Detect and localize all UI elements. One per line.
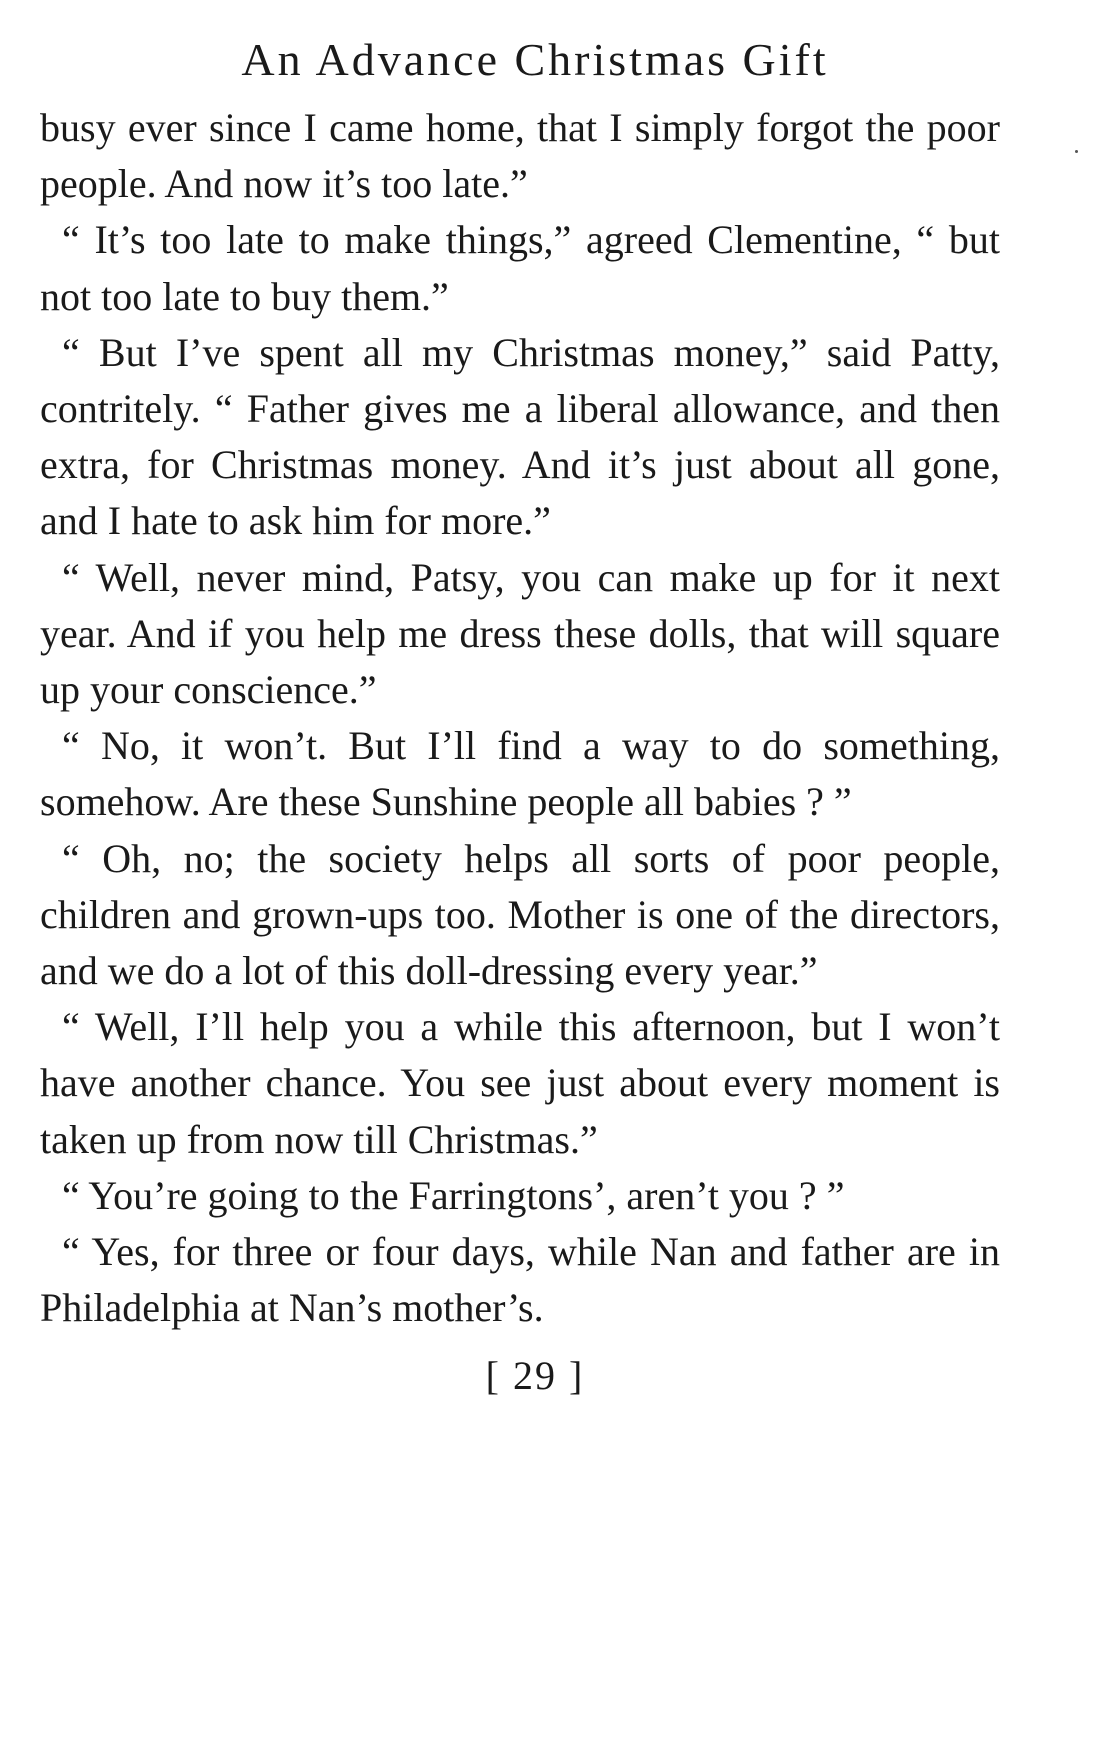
book-page — [40, 30, 1000, 1399]
ink-speck — [1075, 150, 1078, 153]
page-number: [ 29 ] — [485, 1353, 585, 1399]
paragraph: busy ever since I came home, that I simply forgot the poor people. And now it’s too late.” — [40, 105, 1000, 207]
paragraph: “ But I’ve spent all my Christmas money,” said Patty, contritely. “ Father gives me a liberal allowance, and then extra, for Christmas money. And it’s just about all gone, and I hate to ask him for more.” — [40, 329, 1000, 544]
paragraph: “ Oh, no; the society helps all sorts of poor people, children and grown-ups too. Mother is one of the directors, and we do a lot of this doll-dressing every year.” — [40, 835, 1000, 994]
paragraph: “ No, it won’t. But I’ll find a way to do something, somehow. Are these Sunshine people all babies ? ” — [40, 723, 1000, 825]
paragraph: “ Well, never mind, Patsy, you can make up for it next year. And if you help me dress these dolls, that will square up your conscience.” — [40, 554, 1000, 713]
paragraph: “ It’s too late to make things,” agreed Clementine, “ but not too late to buy them.” — [40, 217, 1000, 319]
paragraph: “ Yes, for three or four days, while Nan and father are in Philadelphia at Nan’s mother’s. — [40, 1229, 1000, 1331]
paragraph: “ Well, I’ll help you a while this afternoon, but I won’t have another chance. You see just about every moment is taken up from now till Christmas.” — [40, 1004, 1000, 1162]
running-head: An Advance Christmas Gift — [241, 34, 829, 85]
paragraph: “ You’re going to the Farringtons’, aren’t you ? ” — [62, 1172, 845, 1218]
body-text — [40, 100, 1000, 1336]
